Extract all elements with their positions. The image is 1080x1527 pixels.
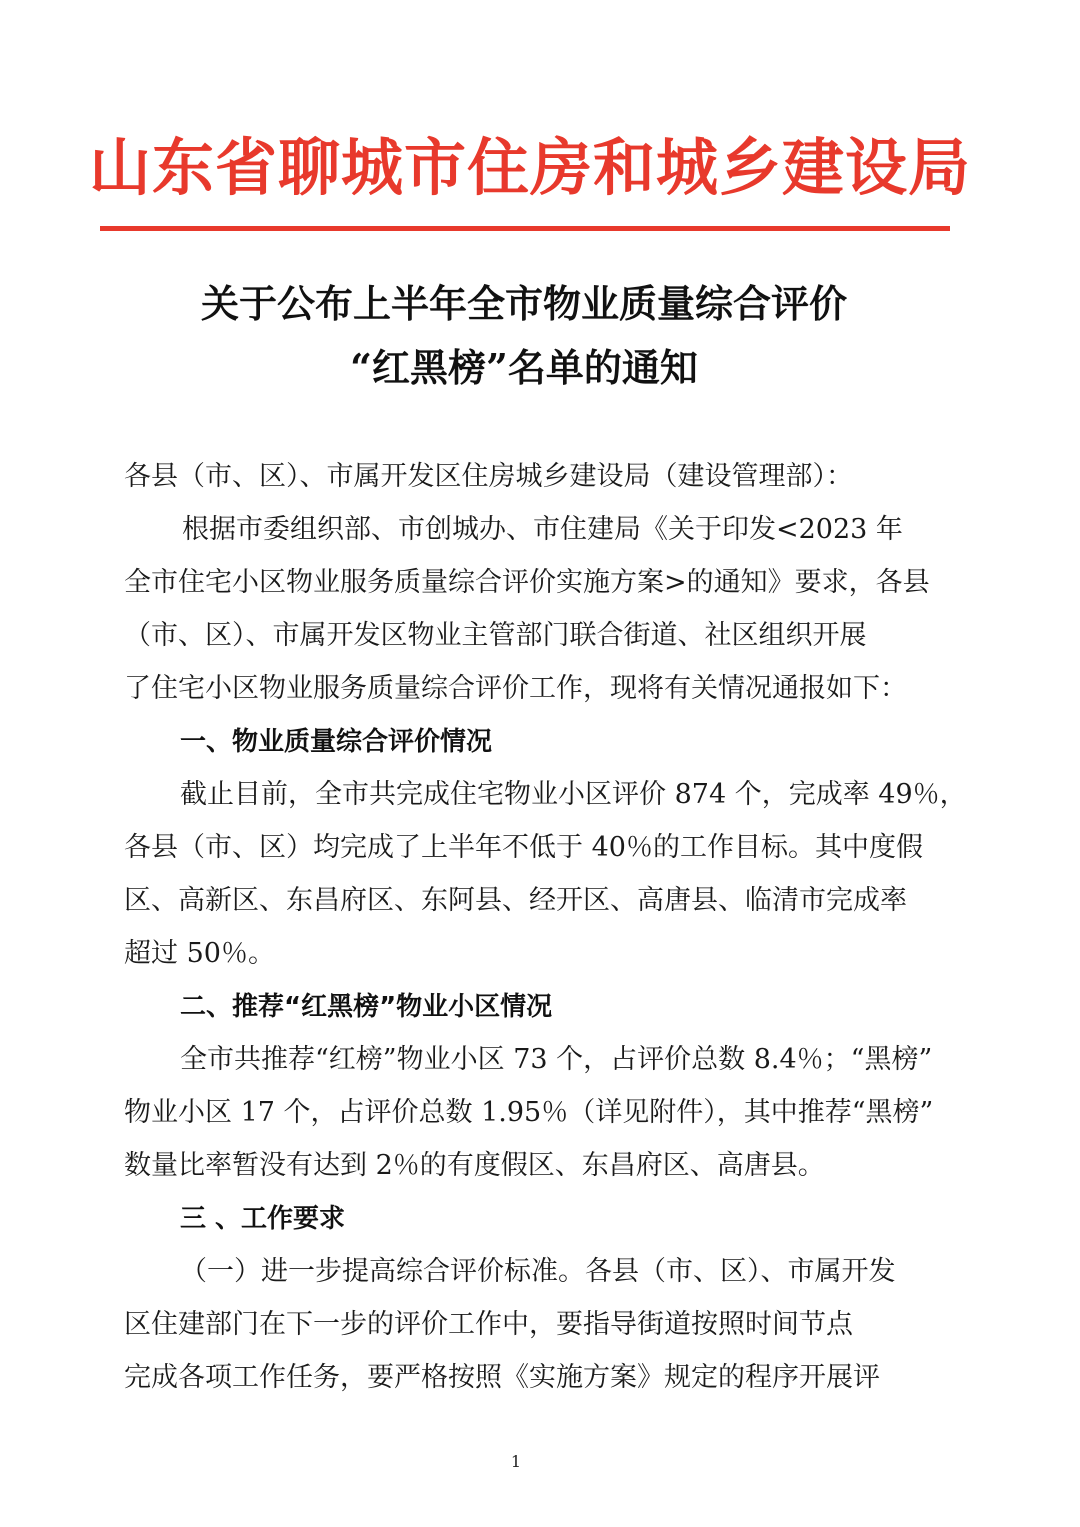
page-number: 1: [510, 1452, 522, 1471]
issuer-masthead: 山东省聊城市住房和城乡建设局: [88, 131, 971, 204]
section-1-line-3: 区、高新区、东昌府区、东阿县、经开区、高唐县、临清市完成率: [124, 885, 907, 916]
intro-line-1: 根据市委组织部、市创城办、市住建局《关于印发<2023 年: [182, 514, 903, 545]
section-3-line-1: （一）进一步提高综合评价标准。各县（市、区）、市属开发: [180, 1256, 896, 1287]
section-3-heading: 三 、工作要求: [180, 1204, 346, 1234]
section-1-heading: 一、物业质量综合评价情况: [180, 727, 493, 757]
intro-line-4: 了住宅小区物业服务质量综合评价工作，现将有关情况通报如下：: [124, 673, 907, 704]
section-2-line-3: 数量比率暂没有达到 2％的有度假区、东昌府区、高唐县。: [124, 1150, 825, 1181]
section-3-line-2: 区住建部门在下一步的评价工作中，要指导街道按照时间节点: [124, 1309, 853, 1340]
document-title-line-1: 关于公布上半年全市物业质量综合评价: [200, 281, 847, 326]
intro-line-2: 全市住宅小区物业服务质量综合评价实施方案>的通知》要求，各县: [124, 567, 930, 598]
section-3-line-3: 完成各项工作任务，要严格按照《实施方案》规定的程序开展评: [124, 1362, 880, 1393]
intro-line-3: （市、区）、市属开发区物业主管部门联合街道、社区组织开展: [124, 620, 867, 651]
section-1-line-4: 超过 50％。: [124, 938, 275, 969]
section-2-heading: 二、推荐“红黑榜”物业小区情况: [180, 992, 553, 1022]
section-2-line-1: 全市共推荐“红榜”物业小区 73 个，占评价总数 8.4％；“黑榜”: [180, 1044, 933, 1075]
red-separator-line: [100, 226, 950, 231]
section-1-line-2: 各县（市、区）均完成了上半年不低于 40％的工作目标。其中度假: [124, 832, 923, 863]
section-1-line-1: 截止目前，全市共完成住宅物业小区评价 874 个，完成率 49％，: [180, 779, 967, 810]
document-title-line-2: “红黑榜”名单的通知: [350, 345, 698, 390]
section-2-line-2: 物业小区 17 个，占评价总数 1.95％（详见附件），其中推荐“黑榜”: [124, 1097, 934, 1128]
addressee: 各县（市、区）、市属开发区住房城乡建设局（建设管理部）：: [124, 461, 853, 492]
